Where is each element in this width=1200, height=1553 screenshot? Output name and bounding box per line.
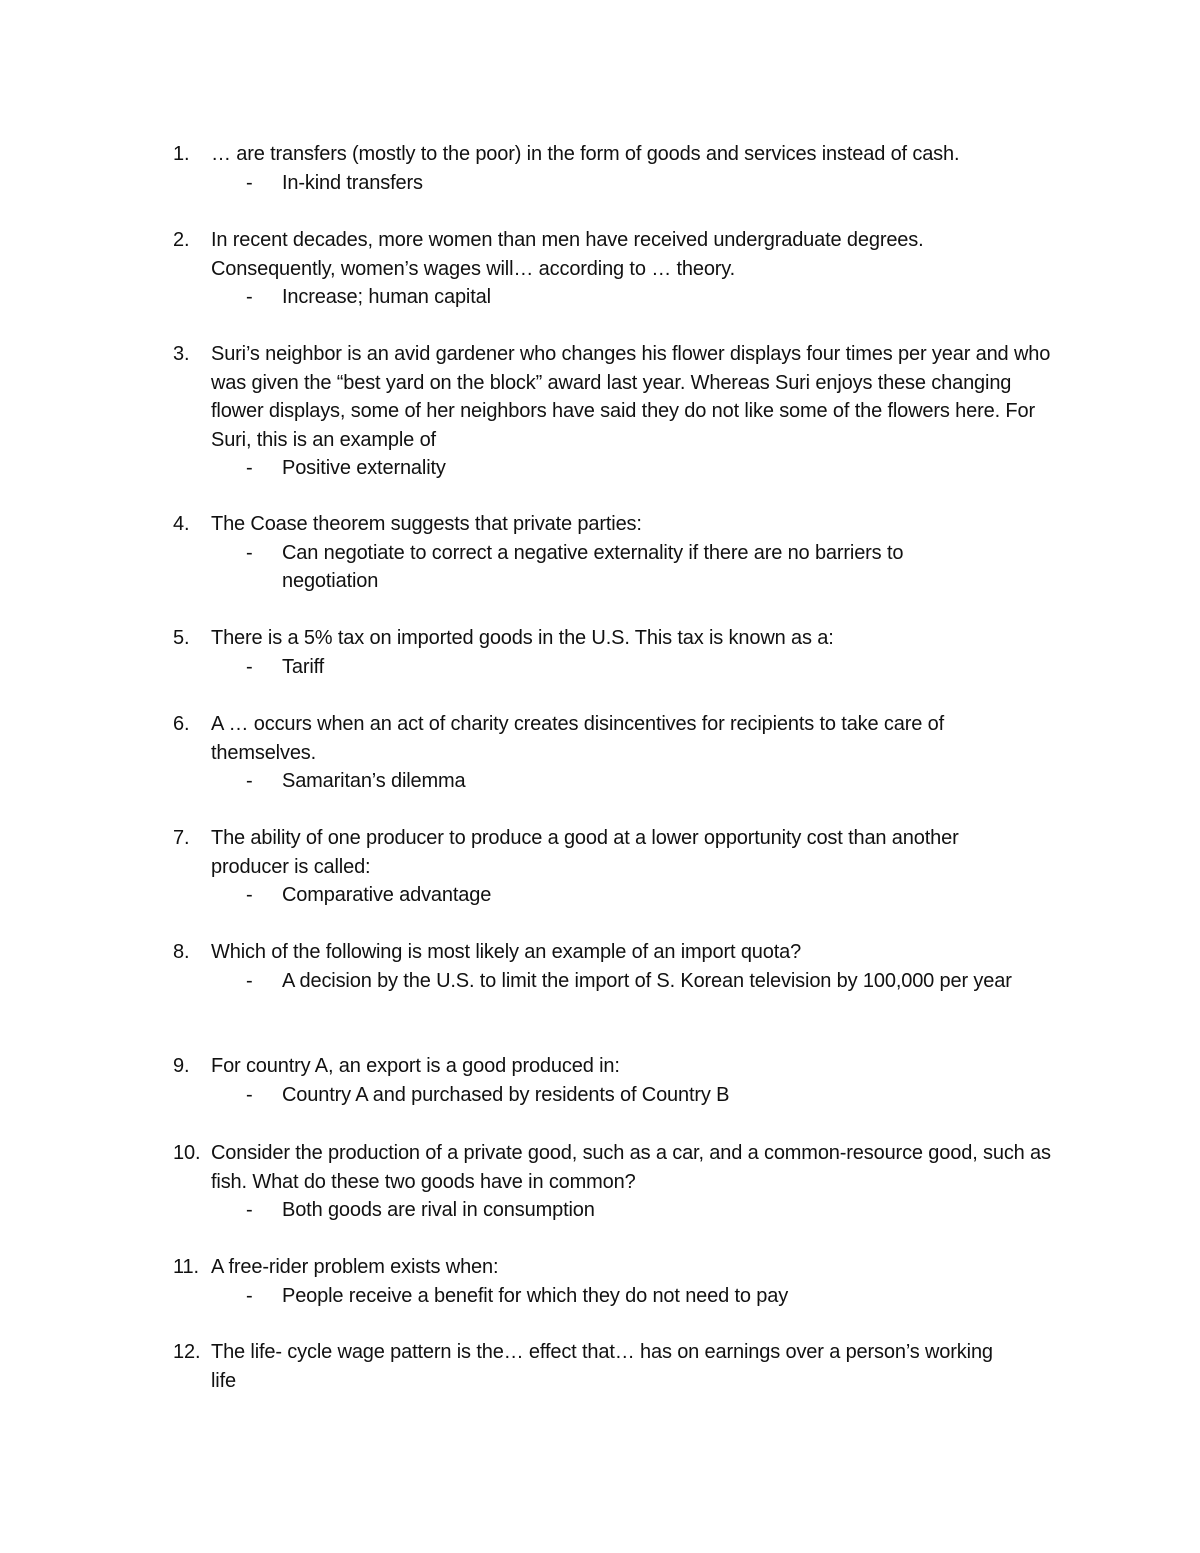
answer-body: Both goods are rival in consumption xyxy=(282,1199,595,1221)
question-body: For country A, an export is a good produced in: xyxy=(211,1055,620,1077)
question-text xyxy=(173,1052,1061,1081)
question-body: Suri’s neighbor is an avid gardener who changes his flower displays four times per year and who was given the “best yard on the block” award last year. Whereas Suri enjoys these changing flower displays, some of her neighbors have said they do not like some of the flowers here. For Suri, this is an example of xyxy=(211,343,1051,451)
question-body: The ability of one producer to produce a good at a lower opportunity cost than another producer is called: xyxy=(211,827,959,878)
question-text xyxy=(173,1338,1011,1395)
question-text xyxy=(173,340,1057,454)
question-text xyxy=(173,824,1039,881)
question-item-11 xyxy=(0,1253,1200,1310)
question-text xyxy=(173,1253,1061,1282)
answer-bullet: - xyxy=(246,969,253,992)
answer-text xyxy=(246,169,1042,198)
question-item-3 xyxy=(0,340,1200,483)
question-text xyxy=(173,710,1026,767)
question-number: 8. xyxy=(173,941,190,963)
answer-text xyxy=(246,454,1042,483)
answer-body: Increase; human capital xyxy=(282,286,491,308)
answer-body: Comparative advantage xyxy=(282,884,492,906)
answer-bullet: - xyxy=(246,286,253,308)
question-number: 7. xyxy=(173,827,190,849)
answer-body: Samaritan’s dilemma xyxy=(282,770,466,792)
question-item-7 xyxy=(0,824,1200,910)
answer-text xyxy=(246,767,1042,796)
question-body: Consider the production of a private good, such as a car, and a common-resource good, such as fish. What do these two goods have in common? xyxy=(211,1142,1051,1193)
answer-bullet: - xyxy=(246,1199,253,1221)
question-number: 4. xyxy=(173,513,190,535)
answer-bullet: - xyxy=(246,541,253,564)
answer-bullet: - xyxy=(246,1083,253,1106)
question-item-8 xyxy=(0,938,1200,995)
question-number: 10. xyxy=(173,1142,201,1164)
answer-body: A decision by the U.S. to limit the import of S. Korean television by 100,000 per year xyxy=(282,969,1012,992)
question-body: Which of the following is most likely an example of an import quota? xyxy=(211,941,802,963)
question-number: 6. xyxy=(173,713,190,735)
answer-bullet: - xyxy=(246,171,253,194)
answer-text xyxy=(246,1196,1042,1225)
answer-bullet: - xyxy=(246,655,253,678)
question-body: A … occurs when an act of charity creates disincentives for recipients to take care of themselves. xyxy=(211,713,945,764)
question-number: 5. xyxy=(173,627,190,649)
question-text xyxy=(173,140,1071,169)
question-body: In recent decades, more women than men have received undergraduate degrees. Consequently, women’s wages will… according to … theory. xyxy=(211,229,924,280)
question-number: 9. xyxy=(173,1055,190,1077)
answer-bullet: - xyxy=(246,457,253,479)
question-body: … are transfers (mostly to the poor) in the form of goods and services instead of cash. xyxy=(211,143,960,165)
answer-text xyxy=(246,539,982,596)
answer-body: Tariff xyxy=(282,655,325,678)
answer-text xyxy=(246,881,1042,910)
answer-body: Country A and purchased by residents of Country B xyxy=(282,1083,730,1106)
question-number: 3. xyxy=(173,343,190,365)
question-text xyxy=(173,226,1011,283)
question-number: 11. xyxy=(173,1256,199,1278)
answer-text xyxy=(246,1282,1042,1311)
question-item-2 xyxy=(0,226,1200,312)
question-text xyxy=(173,510,1061,539)
question-number: 2. xyxy=(173,229,190,251)
question-number: 12. xyxy=(173,1341,201,1363)
question-item-9 xyxy=(0,1052,1200,1109)
question-item-10 xyxy=(0,1139,1200,1225)
question-item-5 xyxy=(0,624,1200,681)
question-body: A free-rider problem exists when: xyxy=(211,1256,499,1278)
question-text xyxy=(173,938,1061,967)
answer-body: Can negotiate to correct a negative externality if there are no barriers to negotiation xyxy=(282,541,904,592)
answer-text xyxy=(246,283,1042,312)
answer-text xyxy=(246,1081,1042,1110)
answer-body: In-kind transfers xyxy=(282,171,423,194)
question-body: The Coase theorem suggests that private parties: xyxy=(211,513,642,535)
question-item-6 xyxy=(0,710,1200,796)
answer-bullet: - xyxy=(246,884,253,906)
question-text xyxy=(173,624,1061,653)
answer-bullet: - xyxy=(246,1284,253,1307)
question-item-12 xyxy=(0,1338,1200,1395)
answer-text xyxy=(246,653,1042,682)
question-number: 1. xyxy=(173,143,190,165)
question-body: The life- cycle wage pattern is the… effect that… has on earnings over a person’s working life xyxy=(211,1341,993,1392)
question-item-1 xyxy=(0,140,1200,197)
answer-body: Positive externality xyxy=(282,457,446,479)
answer-bullet: - xyxy=(246,770,253,792)
question-text xyxy=(173,1139,1063,1196)
answer-text xyxy=(246,967,1050,996)
question-body: There is a 5% tax on imported goods in the U.S. This tax is known as a: xyxy=(211,627,834,649)
question-item-4 xyxy=(0,510,1200,596)
answer-body: People receive a benefit for which they do not need to pay xyxy=(282,1284,789,1307)
